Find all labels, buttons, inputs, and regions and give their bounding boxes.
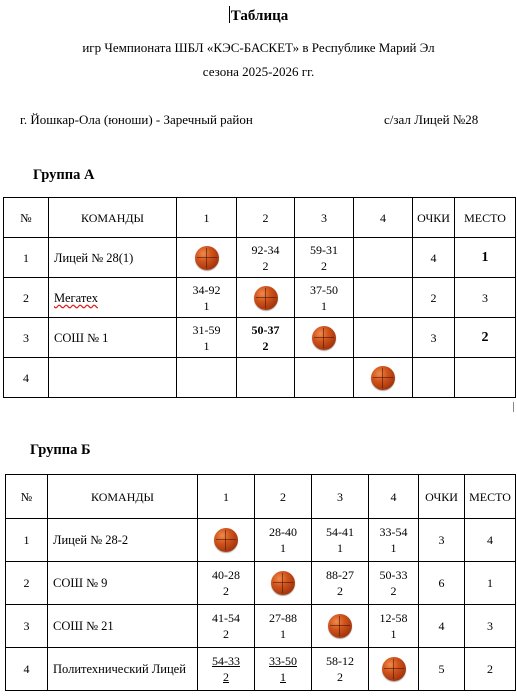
table-header-row xyxy=(6,475,516,519)
empty-cell xyxy=(354,278,413,318)
header-col-3: 3 xyxy=(295,198,354,238)
empty-cell xyxy=(354,238,413,278)
score-cell xyxy=(177,318,237,358)
place-cell: 3 xyxy=(465,605,516,648)
team-name: Лицей № 28-2 xyxy=(48,519,198,562)
score: 12-58 xyxy=(379,611,408,625)
score-cell xyxy=(198,562,255,605)
match-points: 1 xyxy=(390,541,397,555)
match-points: 1 xyxy=(203,338,210,353)
venue-hall: с/зал Лицей №28 xyxy=(384,112,479,127)
basketball-icon xyxy=(195,246,219,270)
header-place: МЕСТО xyxy=(465,475,516,519)
score: 54-41 xyxy=(326,525,354,539)
table-row xyxy=(4,238,516,278)
row-num: 2 xyxy=(4,278,49,318)
header-place: МЕСТО xyxy=(455,198,516,238)
points-cell: 3 xyxy=(413,318,455,358)
match-points: 1 xyxy=(280,627,286,641)
points-cell: 4 xyxy=(413,238,455,278)
basketball-icon xyxy=(254,286,278,310)
score-cell xyxy=(198,605,255,648)
points-cell: 6 xyxy=(419,562,465,605)
basketball-icon xyxy=(328,614,352,638)
header-col-4: 4 xyxy=(354,198,413,238)
place-cell: 2 xyxy=(455,318,516,358)
match-points: 2 xyxy=(223,670,229,684)
text-cursor xyxy=(229,6,230,23)
table-row xyxy=(4,318,516,358)
table-row xyxy=(6,648,516,691)
score-cell xyxy=(312,519,369,562)
points-cell: 2 xyxy=(413,278,455,318)
points-cell xyxy=(413,358,455,398)
place-cell: 1 xyxy=(455,238,516,278)
basketball-icon xyxy=(382,657,406,681)
match-points: 2 xyxy=(321,258,327,273)
group-b-table xyxy=(5,474,516,691)
row-num: 3 xyxy=(4,318,49,358)
self-cell xyxy=(237,278,295,318)
score: 28-40 xyxy=(269,525,297,539)
header-col-1: 1 xyxy=(198,475,255,519)
header-col-4: 4 xyxy=(369,475,419,519)
championship-line: игр Чемпионата ШБЛ «КЭС-БАСКЕТ» в Республике Марий Эл xyxy=(82,40,435,55)
self-cell xyxy=(354,358,413,398)
match-points: 2 xyxy=(337,670,343,684)
table-row xyxy=(6,562,516,605)
header-col-1: 1 xyxy=(177,198,237,238)
table-row xyxy=(6,519,516,562)
self-cell xyxy=(295,318,354,358)
row-num: 2 xyxy=(6,562,48,605)
self-cell xyxy=(177,238,237,278)
match-points: 2 xyxy=(223,627,229,641)
score: 27-88 xyxy=(269,611,297,625)
row-num: 1 xyxy=(4,238,49,278)
season-line: сезона 2025-2026 гг. xyxy=(202,64,315,79)
score: 58-12 xyxy=(326,654,354,668)
header-col-2: 2 xyxy=(255,475,312,519)
team-name-cell xyxy=(49,278,177,318)
team-name: СОШ № 1 xyxy=(49,318,177,358)
basketball-icon xyxy=(312,326,336,350)
team-name: СОШ № 21 xyxy=(48,605,198,648)
score-cell xyxy=(255,519,312,562)
header-num: № xyxy=(4,198,49,238)
score: 31-59 xyxy=(192,322,221,337)
match-points: 2 xyxy=(262,258,269,273)
row-num: 4 xyxy=(4,358,49,398)
match-points: 2 xyxy=(390,584,397,598)
margin-marker xyxy=(513,402,514,412)
table-row xyxy=(4,278,516,318)
score-cell xyxy=(312,562,369,605)
row-num: 1 xyxy=(6,519,48,562)
empty-cell xyxy=(295,358,354,398)
place-cell: 2 xyxy=(465,648,516,691)
score: 41-54 xyxy=(212,611,240,625)
score-cell xyxy=(255,605,312,648)
match-points: 2 xyxy=(262,338,269,353)
team-name xyxy=(49,358,177,398)
score-cell xyxy=(295,278,354,318)
header-teams: КОМАНДЫ xyxy=(48,475,198,519)
score: 50-33 xyxy=(379,568,408,582)
match-points: 2 xyxy=(223,584,229,598)
match-points: 1 xyxy=(390,627,397,641)
header-col-3: 3 xyxy=(312,475,369,519)
row-num: 3 xyxy=(6,605,48,648)
score-cell xyxy=(237,318,295,358)
team-name: СОШ № 9 xyxy=(48,562,198,605)
table-header-row xyxy=(4,198,516,238)
score: 50-37 xyxy=(251,322,280,337)
basketball-icon xyxy=(214,528,238,552)
score: 54-33 xyxy=(212,654,240,668)
empty-cell xyxy=(354,318,413,358)
empty-cell xyxy=(177,358,237,398)
match-points: 2 xyxy=(337,584,343,598)
document-title xyxy=(0,6,517,25)
team-name: Мегатех xyxy=(54,290,98,305)
score: 40-28 xyxy=(212,568,240,582)
score: 59-31 xyxy=(310,242,338,257)
place-cell: 1 xyxy=(465,562,516,605)
table-row xyxy=(4,358,516,398)
points-cell: 4 xyxy=(419,605,465,648)
score-cell xyxy=(369,605,419,648)
group-b-title: Группа Б xyxy=(30,442,91,458)
place-cell xyxy=(455,358,516,398)
score: 33-50 xyxy=(269,654,297,668)
score-cell xyxy=(177,278,237,318)
basketball-icon xyxy=(371,366,395,390)
place-cell: 3 xyxy=(455,278,516,318)
match-points: 1 xyxy=(280,670,286,684)
header-points: ОЧКИ xyxy=(413,198,455,238)
place-cell: 4 xyxy=(465,519,516,562)
header-col-2: 2 xyxy=(237,198,295,238)
team-name: Политехнический Лицей xyxy=(48,648,198,691)
group-a-title: Группа А xyxy=(33,167,95,183)
self-cell xyxy=(312,605,369,648)
header-teams: КОМАНДЫ xyxy=(49,198,177,238)
score: 33-54 xyxy=(379,525,408,539)
self-cell xyxy=(198,519,255,562)
match-points: 1 xyxy=(337,541,343,555)
score-cell xyxy=(312,648,369,691)
team-name: Лицей № 28(1) xyxy=(49,238,177,278)
score-cell xyxy=(295,238,354,278)
self-cell xyxy=(369,648,419,691)
row-num: 4 xyxy=(6,648,48,691)
title-text: Таблица xyxy=(230,8,289,24)
points-cell: 3 xyxy=(419,519,465,562)
score-cell xyxy=(237,238,295,278)
match-points: 1 xyxy=(321,298,327,313)
basketball-icon xyxy=(271,571,295,595)
empty-cell xyxy=(237,358,295,398)
score-cell xyxy=(255,648,312,691)
score-cell xyxy=(369,519,419,562)
header-points: ОЧКИ xyxy=(419,475,465,519)
match-points: 1 xyxy=(203,298,210,313)
table-row xyxy=(6,605,516,648)
points-cell: 5 xyxy=(419,648,465,691)
score-cell xyxy=(198,648,255,691)
venue-city: г. Йошкар-Ола (юноши) - Заречный район xyxy=(20,112,253,127)
self-cell xyxy=(255,562,312,605)
score: 37-50 xyxy=(310,282,338,297)
score: 34-92 xyxy=(192,282,221,297)
score-cell xyxy=(369,562,419,605)
header-num: № xyxy=(6,475,48,519)
group-a-table xyxy=(3,197,516,398)
match-points: 1 xyxy=(280,541,286,555)
score: 92-34 xyxy=(251,242,280,257)
score: 88-27 xyxy=(326,568,354,582)
